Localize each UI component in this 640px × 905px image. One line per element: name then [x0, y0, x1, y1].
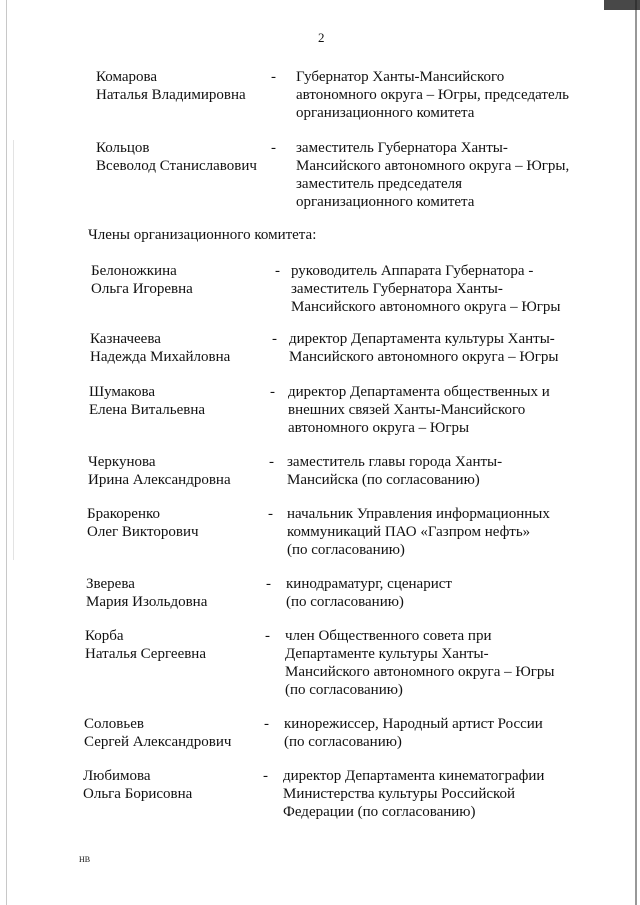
- person-name: [87, 505, 199, 541]
- separator-dash: -: [275, 263, 280, 279]
- separator-dash: -: [265, 628, 270, 644]
- person-role: заместитель главы города Ханты- Мансийска (по согласованию): [287, 454, 503, 488]
- separator-dash: -: [264, 716, 269, 732]
- scan-corner-mark: [604, 0, 640, 10]
- separator-dash: -: [268, 506, 273, 522]
- person-given-names: Надежда Михайловна: [90, 349, 231, 365]
- person-role: директор Департамента общественных и внешних связей Ханты-Мансийского автономного округа – Югры: [288, 384, 550, 436]
- person-surname: Зверева: [86, 576, 135, 592]
- separator-dash: -: [263, 768, 268, 784]
- person-name: [96, 139, 257, 175]
- separator-dash: -: [269, 454, 274, 470]
- person-surname: Казначеева: [90, 331, 161, 347]
- person-given-names: Елена Витальевна: [89, 402, 206, 418]
- scan-edge-left-inner: [13, 140, 14, 560]
- person-given-names: Ольга Борисовна: [83, 786, 193, 802]
- person-surname: Черкунова: [88, 454, 156, 470]
- person-surname: Комарова: [96, 69, 158, 85]
- footer-mark: HB: [79, 855, 91, 864]
- separator-dash: -: [266, 576, 271, 592]
- person-name: [89, 383, 205, 419]
- person-given-names: Ирина Александровна: [88, 472, 231, 488]
- person-surname: Белоножкина: [91, 263, 177, 279]
- person-surname: Любимова: [83, 768, 151, 784]
- person-name: [84, 715, 231, 751]
- person-role: член Общественного совета при Департаменте культуры Ханты- Мансийского автономного округа – Югры (по согласованию): [285, 628, 555, 698]
- person-role: заместитель Губернатора Ханты- Мансийского автономного округа – Югры, заместитель председателя организационного комитета: [296, 140, 570, 210]
- person-role: руководитель Аппарата Губернатора - заместитель Губернатора Ханты- Мансийского автономного округа – Югры: [291, 263, 561, 315]
- person-name: [90, 330, 230, 366]
- person-surname: Соловьев: [84, 716, 144, 732]
- separator-dash: -: [271, 69, 276, 85]
- scan-edge-right: [635, 0, 637, 905]
- page-number: 2: [318, 30, 325, 45]
- person-given-names: Олег Викторович: [87, 524, 199, 540]
- person-surname: Корба: [85, 628, 124, 644]
- scan-edge-left: [6, 0, 7, 905]
- person-surname: Бракоренко: [87, 506, 161, 522]
- person-name: [88, 453, 231, 489]
- members-heading: Члены организационного комитета:: [88, 227, 317, 243]
- person-role: начальник Управления информационных коммуникаций ПАО «Газпром нефть» (по согласованию): [287, 506, 550, 558]
- person-given-names: Сергей Александрович: [84, 734, 232, 750]
- person-given-names: Мария Изольдовна: [86, 594, 208, 610]
- person-name: [91, 262, 193, 298]
- person-role: кинодраматург, сценарист (по согласованию): [286, 576, 452, 610]
- person-given-names: Ольга Игоревна: [91, 281, 193, 297]
- person-given-names: Наталья Сергеевна: [85, 646, 206, 662]
- person-role: Губернатор Ханты-Мансийского автономного округа – Югры, председатель организационного комитета: [296, 69, 569, 121]
- person-name: [83, 767, 192, 803]
- person-surname: Кольцов: [96, 140, 150, 156]
- person-name: [96, 68, 246, 104]
- person-given-names: Всеволод Станиславович: [96, 158, 257, 174]
- person-name: [86, 575, 207, 611]
- person-role: кинорежиссер, Народный артист России (по согласованию): [284, 716, 543, 750]
- separator-dash: -: [271, 140, 276, 156]
- person-surname: Шумакова: [89, 384, 156, 400]
- person-given-names: Наталья Владимировна: [96, 87, 246, 103]
- person-role: директор Департамента кинематографии Министерства культуры Российской Федерации (по согласованию): [283, 768, 545, 820]
- separator-dash: -: [270, 384, 275, 400]
- person-role: директор Департамента культуры Ханты- Мансийского автономного округа – Югры: [289, 331, 559, 365]
- separator-dash: -: [272, 331, 277, 347]
- person-name: [85, 627, 206, 663]
